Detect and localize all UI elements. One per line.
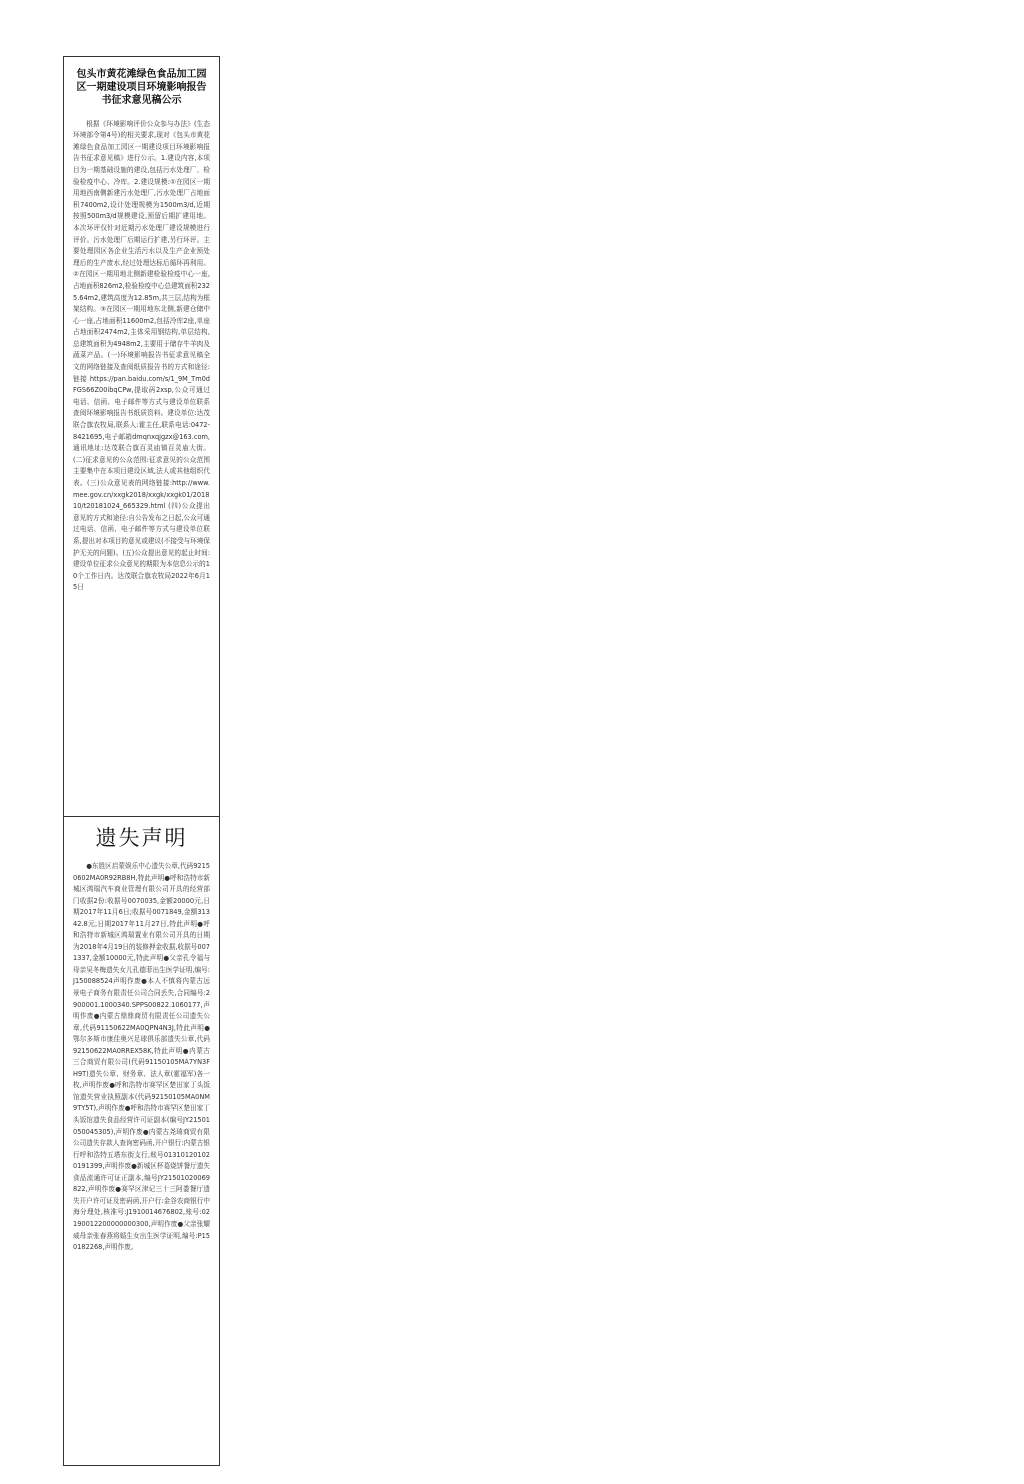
notice-title: 包头市黄花滩绿色食品加工园区一期建设项目环境影响报告书征求意见稿公示: [76, 69, 207, 107]
lost-notices-section: [64, 818, 219, 1465]
lost-notice-body: ●东胜区启蒙娱乐中心遗失公章,代码92150602MA0R92RB8H,特此声明●呼和浩特市新城区鸿瑞汽车商业管理有限公司开具的经营部门收据2份:收据号0070035,金额20000元,日期2017年11月6日;收据号0071849,金额31342.8元,日期2017年11月27日,特此声明●呼和浩特市新城区鸿瑞置业有限公司开具的日期为2018年4月19日的装修押金收据,收据号0071337,金额10000元,特此声明●父亲孔令福与母亲吴冬梅遗失女儿孔德菲出生医学证明,编号:J150088524声明作废●本人不慎将内蒙古远景电子商务有限责任公司合同丢失,合同编号:2900001.1000340.SPPS00822.1060177,声明作废●内蒙古鼎鼎商贸有限责任公司遗失公章,代码91150622MA0QPN4N3J,特此声明●鄂尔多斯市康佳奥兴足球俱乐部遗失公章,代码92150622MA0RREX58K,特此声明●内蒙古三合商贸有限公司(代码91150105MA7YN3FH9T)遗失公章、财务章、法人章(霍福军)各一枚,声明作废●呼和浩特市赛罕区楚田家丁头饭馆遗失营业执照副本(代码92150105MA0NM9TY5T),声明作废●呼和浩特市赛罕区楚田家丁头饭馆遗失食品经营许可证副本(编号JY21501050045305),声明作废●内蒙古尧琦商贸有限公司遗失存款人查询密码函,开户银行:内蒙古银行呼和浩特五塔东街支行,账号013101201020191399,声明作废●新城区杯葛烧饼餐厅遗失食品流通许可证正副本,编号JY21501020069822,声明作废●赛罕区津记三十三阿娄餐厅遗失开户许可证及密码函,开户行:金谷农商银行中海分理处,核准号:J1910014676802,账号:02190012200000000300,声明作废●父亲张耀威母亲张春燕将婚生女出生医学证明,编号:P150182268,声明作废。: [73, 862, 210, 1252]
eia-notice-section: [64, 57, 219, 817]
newspaper-column: [63, 56, 220, 1466]
notice-body: 根据《环境影响评价公众参与办法》(生态环境部令第4号)的相关要求,现对《包头市黄花滩绿色食品加工园区一期建设项目环境影响报告书征求意见稿》进行公示。1.建设内容,本项目为一期基础设施的建设,包括污水处理厂、检验检疫中心、冷库。2.建设规模:①在园区一期用地西南侧新建污水处理厂,污水处理厂占地面积7400m2,设计处理规模为1500m3/d,近期按照500m3/d规模建设,预留后期扩建用地。本次环评仅针对近期污水处理厂建设规模进行评价。污水处理厂后期运行扩建,另行环评。主要处理园区各企业生活污水以及生产企业预处理后的生产废水,经过处理达标后循环再利用。②在园区一期用地北侧新建检验检疫中心一座,占地面积826m2,检验检疫中心总建筑面积2325.64m2,建筑高度为12.85m,共三层,结构为框架结构。③在园区一期用地东北侧,新建仓储中心一座,占地面积11600m2,包括冷库2座,单座占地面积2474m2,主体采用钢结构,单层结构,总建筑面积为4948m2,主要用于储存牛羊肉及蔬菜产品。(一)环境影响报告书征求意见稿全文的网络链接及查阅纸质报告书的方式和途径:链接 https://pan.baidu.com/s/1_9M_Tm0dFGS66Z00ibqCPw,提取码2xsp,公众可通过电话、信函、电子邮件等方式与建设单位联系查阅环境影响报告书纸质资料。建设单位:达茂联合旗农牧局,联系人:霍主任,联系电话:0472-8421695,电子邮箱dmqnxqjgzx@163.com,通讯地址:达茂联合旗百灵庙镇百灵庙大街。(二)征求意见的公众范围:征求意见的公众范围主要集中在本项目建设区域,法人或其他组织代表。(三)公众意见表的网络链接:http://www.mee.gov.cn/xxgk2018/xxgk/xxgk01/201810/t20181024_665329.html (四)公众提出意见的方式和途径:自公告发布之日起,公众可通过电话、信函、电子邮件等方式与建设单位联系,提出对本项目的意见或建议(不接受与环境保护无关的问题)。(五)公众提出意见的起止时间:建设单位征求公众意见的期限为本信息公示的10个工作日内。达茂联合旗农牧局2022年6月15日: [73, 119, 210, 592]
lost-notice-heading: 遗失声明: [95, 826, 188, 850]
